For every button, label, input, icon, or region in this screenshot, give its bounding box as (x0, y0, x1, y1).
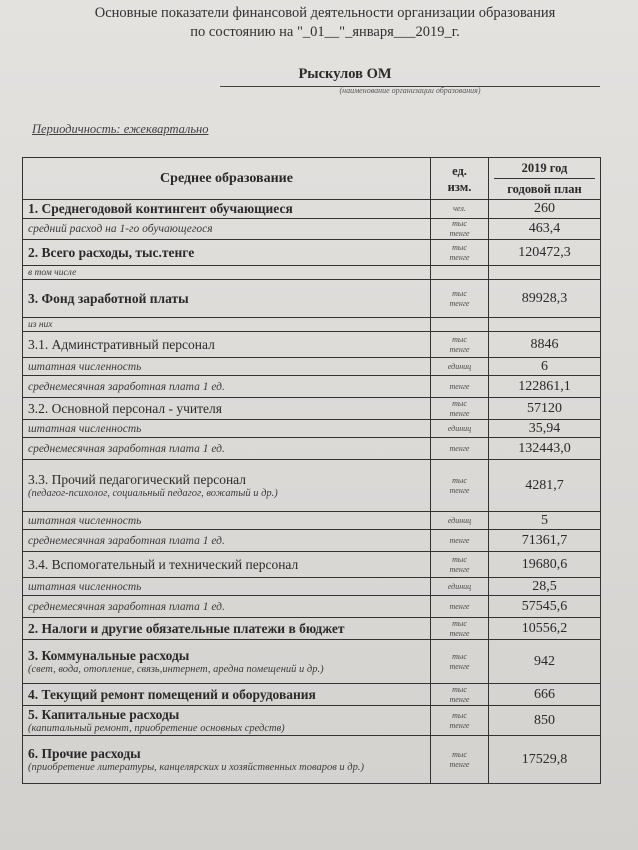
row-unit-line: тыс (452, 219, 467, 228)
row-unit-line: тенге (449, 485, 470, 495)
row-value: 6 (489, 358, 601, 376)
row-name-text: 1. Среднегодовой контингент обучающиеся (28, 201, 293, 216)
table-row (23, 552, 601, 578)
row-value: 132443,0 (489, 438, 601, 460)
row-value: 850 (489, 706, 601, 736)
row-name-text: 3.4. Вспомогательный и технический персонал (28, 556, 299, 572)
row-name-text: 2. Всего расходы, тыс.тенге (28, 244, 195, 260)
row-unit-line: единиц (447, 423, 472, 433)
row-name (23, 332, 431, 358)
row-name-text: средний расход на 1-го обучающегося (28, 223, 213, 235)
row-subtext: (свет, вода, отопление, связь,интернет, аредна помещений и др.) (28, 664, 324, 675)
row-unit (431, 552, 489, 578)
row-unit (431, 530, 489, 552)
row-unit (431, 219, 489, 240)
row-unit-line: тенге (449, 564, 470, 574)
row-unit-line: тенге (449, 408, 470, 418)
row-unit (431, 578, 489, 596)
row-value: 57120 (489, 398, 601, 420)
table-row (23, 280, 601, 318)
row-name (23, 684, 431, 706)
row-name (23, 512, 431, 530)
row-name (23, 420, 431, 438)
row-value: 19680,6 (489, 552, 601, 578)
row-name (23, 530, 431, 552)
organization-caption: (наименование организации образования) (339, 86, 481, 95)
table-row (23, 358, 601, 376)
row-name-text: штатная численность (28, 422, 142, 435)
row-unit (431, 332, 489, 358)
table-body (23, 200, 601, 784)
row-name-text: в том числе (28, 267, 77, 278)
row-unit-line: чел. (453, 204, 466, 213)
row-name-text: среднемесячная заработная плата 1 ед. (28, 534, 225, 547)
row-unit-line: тенге (449, 759, 470, 769)
row-unit-line: единиц (447, 581, 472, 591)
row-unit-line: тенге (449, 344, 470, 354)
row-unit-line: тенге (449, 720, 470, 730)
row-value: 666 (489, 684, 601, 706)
table-row (23, 512, 601, 530)
row-unit-line: тыс (452, 242, 467, 252)
row-name-text: 5. Капитальные расходы (28, 707, 180, 722)
table-row (23, 736, 601, 784)
row-unit-line: тенге (449, 298, 470, 308)
row-unit (431, 376, 489, 398)
row-unit-line: тыс (452, 651, 467, 661)
row-name-text: среднемесячная заработная плата 1 ед. (28, 600, 225, 613)
row-subtext: (педагог-психолог, социальный педагог, вожатый и др.) (28, 488, 278, 499)
row-unit-line: тыс (452, 334, 467, 344)
row-name-text: штатная численность (28, 580, 142, 593)
row-name-text: 3. Фонд заработной платы (28, 290, 189, 306)
document-title (20, 4, 630, 42)
row-name (23, 552, 431, 578)
table-row (23, 219, 601, 240)
row-unit (431, 684, 489, 706)
row-name-text: штатная численность (28, 360, 142, 373)
row-name (23, 358, 431, 376)
row-unit-line: тенге (449, 381, 470, 391)
title-line-2: по состоянию на "_01__"_января___2019_г. (190, 24, 460, 40)
row-value: 89928,3 (489, 280, 601, 318)
row-name (23, 578, 431, 596)
row-name-text: 2. Налоги и другие обязательные платежи в бюджет (28, 620, 345, 636)
title-line-1: Основные показатели финансовой деятельности организации образования (94, 5, 556, 21)
row-name-text: среднемесячная заработная плата 1 ед. (28, 442, 225, 455)
row-name-text: 6. Прочие расходы (28, 746, 141, 761)
row-unit (431, 358, 489, 376)
row-name (23, 266, 431, 280)
row-value (489, 318, 601, 332)
row-unit-line: тыс (452, 288, 467, 298)
row-name (23, 596, 431, 618)
row-unit (431, 596, 489, 618)
header-name: Среднее образование (23, 158, 431, 200)
table-row (23, 684, 601, 706)
table-row (23, 438, 601, 460)
row-unit-line: единиц (447, 515, 472, 525)
table-row (23, 266, 601, 280)
row-unit-line: тыс (452, 475, 467, 485)
row-name (23, 240, 431, 266)
row-name (23, 438, 431, 460)
row-unit-line: тыс (452, 398, 467, 408)
row-value: 122861,1 (489, 376, 601, 398)
row-name (23, 318, 431, 332)
table-row (23, 420, 601, 438)
row-unit-line: тыс (452, 618, 467, 628)
row-name-text: штатная численность (28, 514, 142, 527)
row-unit-line: тыс (452, 554, 467, 564)
row-value: 35,94 (489, 420, 601, 438)
table-row (23, 398, 601, 420)
row-name-text: 4. Текущий ремонт помещений и оборудования (28, 686, 316, 702)
row-name (23, 376, 431, 398)
row-unit-line: единиц (447, 361, 472, 371)
row-value: 17529,8 (489, 736, 601, 784)
row-name (23, 618, 431, 640)
row-value: 71361,7 (489, 530, 601, 552)
table-row (23, 578, 601, 596)
row-value: 57545,6 (489, 596, 601, 618)
row-value: 5 (489, 512, 601, 530)
row-unit (431, 420, 489, 438)
table-header-row (23, 158, 601, 200)
row-unit (431, 460, 489, 512)
table-row (23, 530, 601, 552)
table-row (23, 596, 601, 618)
header-unit-line-2: изм. (447, 179, 472, 194)
row-unit-line: тенге (449, 443, 470, 453)
row-name (23, 736, 431, 784)
row-value: 942 (489, 640, 601, 684)
table-row (23, 240, 601, 266)
row-name (23, 219, 431, 240)
header-plan: годовой план (494, 178, 595, 199)
header-unit (431, 158, 489, 200)
header-year: 2019 год (521, 161, 568, 175)
header-unit-line-1: ед. (452, 163, 467, 178)
row-unit (431, 512, 489, 530)
row-subtext: (приобретение литературы, канцелярских и хозяйственных товаров и др.) (28, 762, 364, 773)
row-unit-line: тенге (449, 535, 470, 545)
row-name-text: 3. Коммунальные расходы (28, 648, 190, 663)
organization-name: Рыскулов ОМ (298, 66, 392, 82)
table-row (23, 640, 601, 684)
row-name-text: из них (28, 319, 53, 330)
row-unit (431, 706, 489, 736)
row-value: 4281,7 (489, 460, 601, 512)
row-unit-line: тенге (449, 252, 470, 262)
table-row (23, 376, 601, 398)
row-value: 28,5 (489, 578, 601, 596)
row-unit (431, 266, 489, 280)
row-unit-line: тенге (449, 661, 470, 671)
row-value: 260 (489, 200, 601, 219)
row-unit (431, 736, 489, 784)
row-name-text: 3.3. Прочий педагогический персонал (28, 472, 247, 487)
table-row (23, 332, 601, 358)
row-unit (431, 398, 489, 420)
row-unit-line: тыс (452, 684, 467, 694)
row-name (23, 460, 431, 512)
row-name-text: 3.1. Админстративный персонал (28, 336, 215, 352)
row-value: 463,4 (489, 219, 601, 240)
financial-indicators-table (22, 157, 601, 784)
row-unit-line: тенге (449, 628, 470, 638)
periodicity-label: Периодичность: ежеквартально (32, 122, 209, 136)
row-unit-line: тыс (452, 749, 467, 759)
row-name (23, 280, 431, 318)
table-row (23, 318, 601, 332)
row-unit (431, 640, 489, 684)
row-unit-line: тенге (449, 601, 470, 611)
row-unit (431, 280, 489, 318)
row-value: 8846 (489, 332, 601, 358)
row-value (489, 266, 601, 280)
row-unit (431, 318, 489, 332)
row-value: 120472,3 (489, 240, 601, 266)
row-name (23, 398, 431, 420)
row-unit (431, 200, 489, 219)
row-name-text: среднемесячная заработная плата 1 ед. (28, 380, 225, 393)
row-unit (431, 438, 489, 460)
row-subtext: (капитальный ремонт, приобретение основных средств) (28, 723, 285, 734)
row-unit-line: тыс (452, 710, 467, 720)
row-unit (431, 618, 489, 640)
row-value: 10556,2 (489, 618, 601, 640)
row-unit-line: тенге (449, 229, 470, 238)
table-row (23, 200, 601, 219)
header-value (489, 158, 601, 200)
table-row (23, 706, 601, 736)
row-name (23, 200, 431, 219)
row-name (23, 706, 431, 736)
table-row (23, 460, 601, 512)
row-unit-line: тенге (449, 694, 470, 704)
row-unit (431, 240, 489, 266)
table-row (23, 618, 601, 640)
row-name-text: 3.2. Основной персонал - учителя (28, 400, 222, 416)
row-name (23, 640, 431, 684)
